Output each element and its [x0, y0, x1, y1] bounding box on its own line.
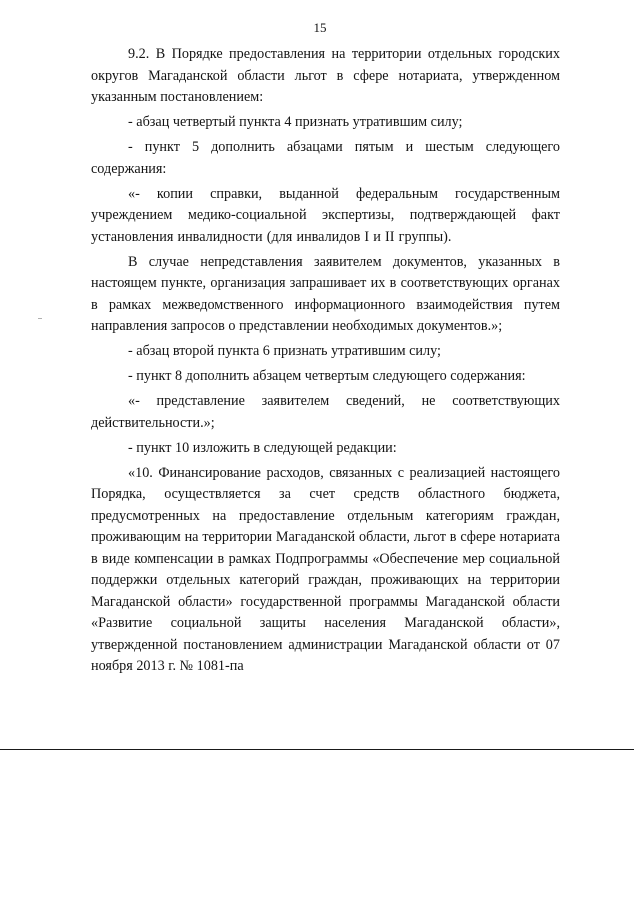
- paragraph-item-5: - пункт 5 дополнить абзацами пятым и шестым следующего содержания:: [91, 139, 560, 177]
- paragraph-quote-copies: «- копии справки, выданной федеральным государственным учреждением медико-социальной экспертизы, подтверждающей факт установления инвалидности (для инвалидов I и II группы).: [91, 185, 560, 245]
- paragraph-9-2: 9.2. В Порядке предоставления на территории отдельных городских округов Магаданской области льгот в сфере нотариата, утвержденном указанным постановлением:: [91, 46, 560, 105]
- document-body: [91, 44, 560, 681]
- margin-mark: [38, 318, 42, 319]
- paragraph-quote-representation: «- представление заявителем сведений, не соответствующих действительности.»;: [91, 393, 560, 431]
- paragraph-item-10: - пункт 10 изложить в следующей редакции:: [128, 439, 397, 456]
- paragraph-quote-financing: «10. Финансирование расходов, связанных с реализацией настоящего Порядка, осуществляется за счет средств областного бюджета, предусмотренных на предоставление отдельным категориям граждан, проживающим на территории Магаданской области, льгот в сфере нотариата в виде компенсации в рамках Подпрограммы «Обеспечение мер социальной поддержки отдельных категорий граждан, проживающих на территории Магаданской области» государственной программы Магаданской области «Развитие социальной защиты населения Магаданской области», утвержденной постановлением администрации Магаданской области от 07 ноября 2013 г. № 1081-па: [91, 464, 560, 674]
- paragraph-non-submission: В случае непредставления заявителем документов, указанных в настоящем пункте, организация запрашивает их в соответствующих органах в рамках межведомственного информационного взаимодействия путем направления запросов о представлении необходимых документов.»;: [91, 253, 560, 334]
- paragraph-item-6: - абзац второй пункта 6 признать утратившим силу;: [128, 343, 441, 359]
- paragraph-item-4: - абзац четвертый пункта 4 признать утратившим силу;: [128, 114, 463, 130]
- page-number: 15: [313, 20, 327, 35]
- paragraph-item-8: - пункт 8 дополнить абзацем четвертым следующего содержания:: [128, 368, 526, 384]
- page-bottom-rule: [0, 749, 634, 750]
